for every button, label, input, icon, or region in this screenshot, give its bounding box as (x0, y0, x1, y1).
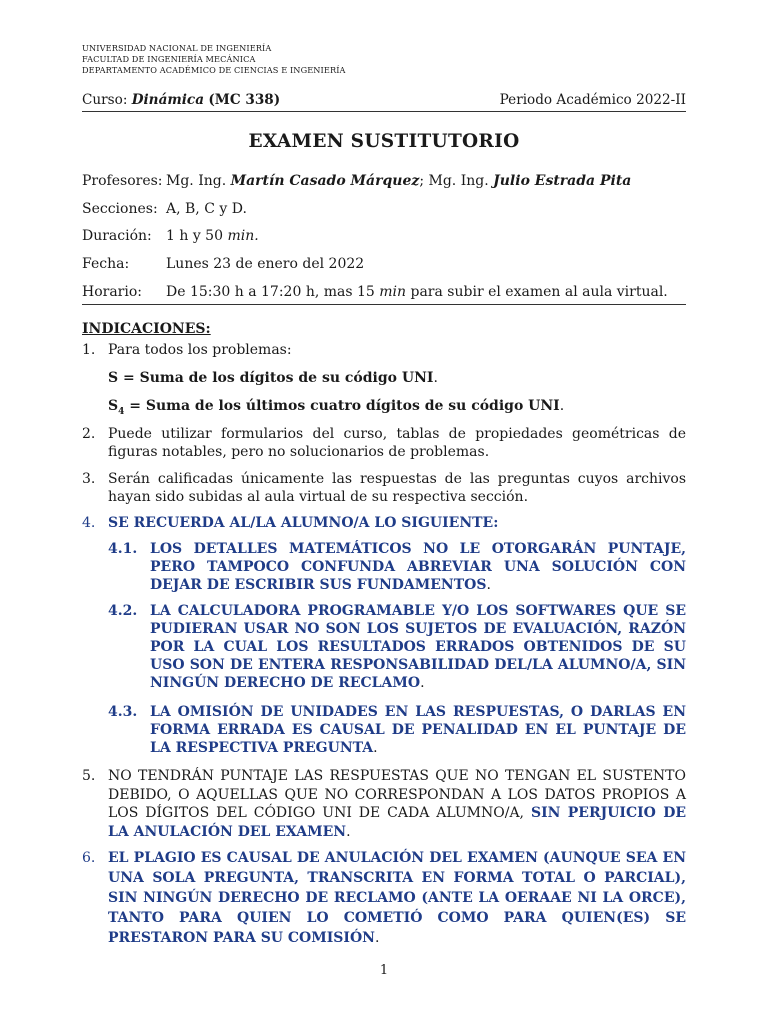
course-code: (MC 338) (208, 92, 281, 108)
course-label: Curso: (82, 92, 128, 108)
academic-period: Periodo Académico 2022-II (499, 92, 686, 108)
page-number: 1 (379, 963, 389, 978)
schedule-label: Horario: (82, 284, 142, 300)
professor-name-2: Julio Estrada Pita (493, 173, 632, 189)
duration-label: Duración: (82, 228, 152, 244)
header-divider (82, 111, 686, 112)
instructions-heading: INDICACIONES: (82, 321, 211, 337)
definition-s: S = Suma de los dígitos de su código UNI. (108, 370, 438, 386)
schedule-value: De 15:30 h a 17:20 h, mas 15 min para subir el examen al aula virtual. (166, 284, 668, 300)
course-name: Dinámica (131, 92, 205, 108)
info-divider (82, 304, 686, 305)
course-row (82, 92, 686, 108)
university-name: UNIVERSIDAD NACIONAL DE INGENIERÍA (82, 43, 272, 53)
sections-label: Secciones: (82, 201, 158, 217)
date-value: Lunes 23 de enero del 2022 (166, 256, 365, 272)
professors-value: Mg. Ing. Martín Casado Márquez; Mg. Ing. Julio Estrada Pita (166, 173, 632, 189)
duration-value: 1 h y 50 min. (166, 228, 259, 244)
date-label: Fecha: (82, 256, 130, 272)
definition-s4: $S_4$ = Suma de los últimos cuatro dígitos de su código UNI. (108, 398, 565, 417)
faculty-name: FACULTAD DE INGENIERÍA MECÁNICA (82, 54, 256, 64)
exam-title: EXAMEN SUSTITUTORIO (248, 131, 520, 152)
professors-label: Profesores: (82, 173, 163, 189)
department-name: DEPARTAMENTO ACADÉMICO DE CIENCIAS E INGENIERÍA (82, 65, 346, 75)
professor-name-1: Martín Casado Márquez (230, 173, 420, 189)
sections-value: A, B, C y D. (166, 201, 247, 217)
